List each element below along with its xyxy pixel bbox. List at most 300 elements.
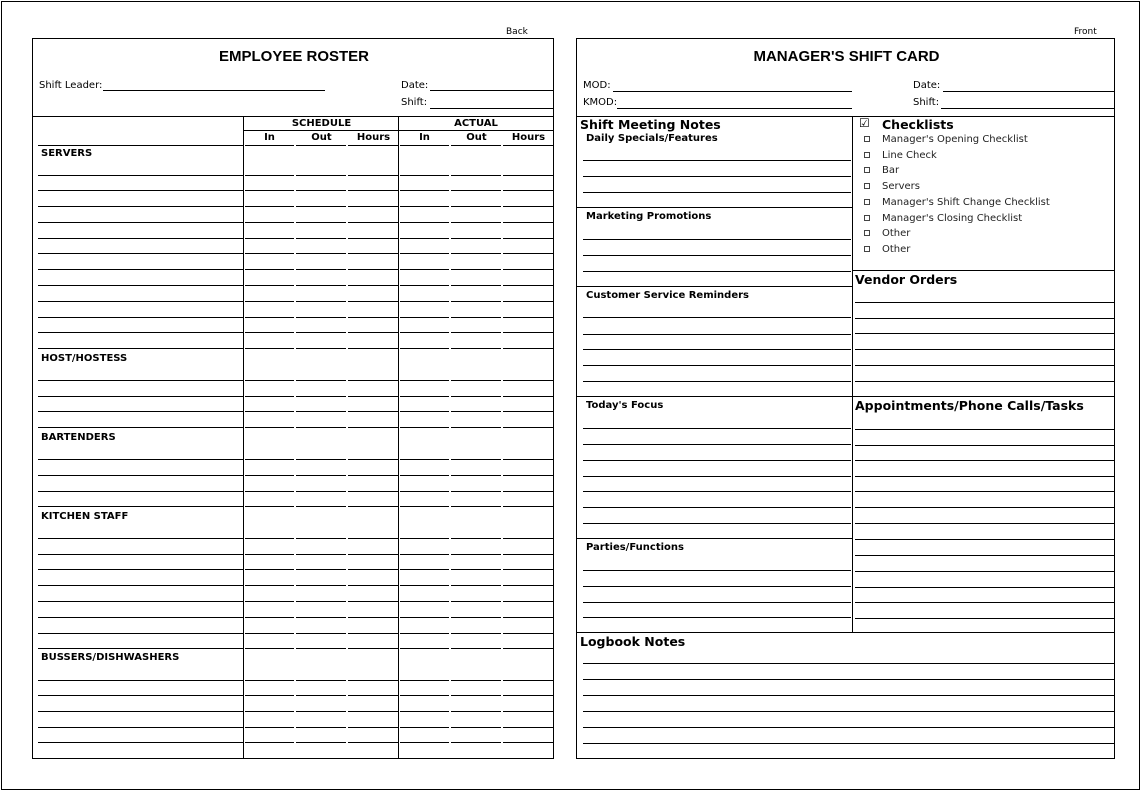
roster-time-line[interactable] bbox=[400, 190, 449, 191]
checkbox-icon[interactable] bbox=[864, 230, 870, 236]
roster-time-line[interactable] bbox=[348, 348, 398, 349]
roster-time-line[interactable] bbox=[245, 411, 294, 412]
roster-name-line[interactable] bbox=[38, 348, 243, 349]
checkbox-icon[interactable] bbox=[864, 136, 870, 142]
roster-time-line[interactable] bbox=[400, 145, 449, 146]
roster-time-line[interactable] bbox=[503, 742, 553, 743]
roster-time-line[interactable] bbox=[503, 175, 553, 176]
roster-time-line[interactable] bbox=[503, 711, 553, 712]
roster-time-line[interactable] bbox=[451, 601, 501, 602]
roster-time-line[interactable] bbox=[245, 633, 294, 634]
roster-time-line[interactable] bbox=[245, 727, 294, 728]
roster-name-line[interactable] bbox=[38, 238, 243, 239]
roster-name-line[interactable] bbox=[38, 475, 243, 476]
roster-time-line[interactable] bbox=[245, 427, 294, 428]
roster-time-line[interactable] bbox=[451, 317, 501, 318]
roster-time-line[interactable] bbox=[400, 380, 449, 381]
roster-time-line[interactable] bbox=[348, 222, 398, 223]
task-line[interactable] bbox=[855, 587, 1114, 588]
roster-time-line[interactable] bbox=[400, 491, 449, 492]
roster-time-line[interactable] bbox=[503, 269, 553, 270]
notes-line[interactable] bbox=[583, 617, 851, 618]
roster-time-line[interactable] bbox=[451, 269, 501, 270]
roster-time-line[interactable] bbox=[503, 538, 553, 539]
roster-time-line[interactable] bbox=[296, 190, 346, 191]
roster-time-line[interactable] bbox=[451, 711, 501, 712]
notes-section-divider[interactable] bbox=[577, 538, 852, 539]
roster-time-line[interactable] bbox=[245, 317, 294, 318]
task-line[interactable] bbox=[855, 491, 1114, 492]
roster-time-line[interactable] bbox=[451, 175, 501, 176]
logbook-line[interactable] bbox=[583, 743, 1114, 744]
roster-time-line[interactable] bbox=[451, 190, 501, 191]
roster-time-line[interactable] bbox=[451, 727, 501, 728]
roster-time-line[interactable] bbox=[245, 190, 294, 191]
notes-line[interactable] bbox=[583, 365, 851, 366]
roster-time-line[interactable] bbox=[348, 206, 398, 207]
roster-time-line[interactable] bbox=[245, 253, 294, 254]
roster-time-line[interactable] bbox=[348, 727, 398, 728]
roster-time-line[interactable] bbox=[451, 680, 501, 681]
roster-time-line[interactable] bbox=[503, 206, 553, 207]
roster-time-line[interactable] bbox=[348, 601, 398, 602]
roster-name-line[interactable] bbox=[38, 145, 243, 146]
roster-time-line[interactable] bbox=[245, 554, 294, 555]
notes-line[interactable] bbox=[583, 239, 851, 240]
roster-time-line[interactable] bbox=[348, 742, 398, 743]
roster-name-line[interactable] bbox=[38, 285, 243, 286]
notes-line[interactable] bbox=[583, 176, 851, 177]
roster-time-line[interactable] bbox=[503, 727, 553, 728]
roster-name-line[interactable] bbox=[38, 711, 243, 712]
roster-time-line[interactable] bbox=[296, 601, 346, 602]
roster-time-line[interactable] bbox=[400, 475, 449, 476]
roster-time-line[interactable] bbox=[245, 175, 294, 176]
roster-time-line[interactable] bbox=[296, 475, 346, 476]
roster-time-line[interactable] bbox=[451, 332, 501, 333]
roster-time-line[interactable] bbox=[451, 285, 501, 286]
notes-line[interactable] bbox=[583, 349, 851, 350]
roster-time-line[interactable] bbox=[400, 348, 449, 349]
roster-time-line[interactable] bbox=[245, 680, 294, 681]
roster-time-line[interactable] bbox=[503, 475, 553, 476]
roster-time-line[interactable] bbox=[348, 506, 398, 507]
roster-time-line[interactable] bbox=[296, 617, 346, 618]
notes-line[interactable] bbox=[583, 507, 851, 508]
roster-name-line[interactable] bbox=[38, 727, 243, 728]
roster-name-line[interactable] bbox=[38, 459, 243, 460]
roster-time-line[interactable] bbox=[245, 695, 294, 696]
shift-leader-field[interactable] bbox=[103, 90, 325, 91]
roster-time-line[interactable] bbox=[348, 680, 398, 681]
card-shift-field[interactable] bbox=[941, 108, 1114, 109]
roster-time-line[interactable] bbox=[400, 285, 449, 286]
roster-time-line[interactable] bbox=[348, 380, 398, 381]
roster-time-line[interactable] bbox=[400, 459, 449, 460]
roster-time-line[interactable] bbox=[296, 145, 346, 146]
roster-name-line[interactable] bbox=[38, 506, 243, 507]
roster-time-line[interactable] bbox=[296, 648, 346, 649]
roster-time-line[interactable] bbox=[400, 538, 449, 539]
roster-name-line[interactable] bbox=[38, 554, 243, 555]
roster-name-line[interactable] bbox=[38, 695, 243, 696]
notes-line[interactable] bbox=[583, 602, 851, 603]
roster-time-line[interactable] bbox=[503, 585, 553, 586]
roster-time-line[interactable] bbox=[296, 317, 346, 318]
task-line[interactable] bbox=[855, 523, 1114, 524]
task-line[interactable] bbox=[855, 333, 1114, 334]
roster-time-line[interactable] bbox=[296, 680, 346, 681]
roster-time-line[interactable] bbox=[296, 175, 346, 176]
roster-time-line[interactable] bbox=[451, 301, 501, 302]
notes-section-divider[interactable] bbox=[577, 396, 852, 397]
task-line[interactable] bbox=[855, 539, 1114, 540]
logbook-line[interactable] bbox=[583, 679, 1114, 680]
roster-time-line[interactable] bbox=[400, 269, 449, 270]
roster-time-line[interactable] bbox=[348, 569, 398, 570]
roster-time-line[interactable] bbox=[348, 585, 398, 586]
roster-time-line[interactable] bbox=[348, 238, 398, 239]
notes-line[interactable] bbox=[583, 381, 851, 382]
roster-time-line[interactable] bbox=[348, 491, 398, 492]
task-line[interactable] bbox=[855, 445, 1114, 446]
roster-time-line[interactable] bbox=[451, 491, 501, 492]
roster-name-line[interactable] bbox=[38, 175, 243, 176]
roster-time-line[interactable] bbox=[451, 411, 501, 412]
notes-line[interactable] bbox=[583, 491, 851, 492]
roster-time-line[interactable] bbox=[451, 506, 501, 507]
roster-time-line[interactable] bbox=[451, 569, 501, 570]
task-line[interactable] bbox=[855, 460, 1114, 461]
roster-time-line[interactable] bbox=[503, 285, 553, 286]
roster-time-line[interactable] bbox=[503, 301, 553, 302]
roster-time-line[interactable] bbox=[451, 222, 501, 223]
roster-time-line[interactable] bbox=[503, 648, 553, 649]
notes-line[interactable] bbox=[583, 586, 851, 587]
roster-time-line[interactable] bbox=[400, 175, 449, 176]
logbook-line[interactable] bbox=[583, 727, 1114, 728]
roster-time-line[interactable] bbox=[503, 411, 553, 412]
roster-time-line[interactable] bbox=[503, 427, 553, 428]
roster-time-line[interactable] bbox=[348, 285, 398, 286]
roster-time-line[interactable] bbox=[296, 253, 346, 254]
roster-time-line[interactable] bbox=[348, 332, 398, 333]
roster-time-line[interactable] bbox=[400, 301, 449, 302]
roster-time-line[interactable] bbox=[296, 742, 346, 743]
roster-time-line[interactable] bbox=[245, 569, 294, 570]
roster-name-line[interactable] bbox=[38, 569, 243, 570]
roster-time-line[interactable] bbox=[503, 145, 553, 146]
roster-name-line[interactable] bbox=[38, 411, 243, 412]
roster-time-line[interactable] bbox=[400, 411, 449, 412]
roster-name-line[interactable] bbox=[38, 585, 243, 586]
roster-time-line[interactable] bbox=[245, 711, 294, 712]
roster-time-line[interactable] bbox=[451, 396, 501, 397]
notes-line[interactable] bbox=[583, 317, 851, 318]
roster-time-line[interactable] bbox=[296, 633, 346, 634]
roster-time-line[interactable] bbox=[348, 411, 398, 412]
notes-section-divider[interactable] bbox=[577, 207, 852, 208]
notes-line[interactable] bbox=[583, 444, 851, 445]
roster-name-line[interactable] bbox=[38, 269, 243, 270]
roster-time-line[interactable] bbox=[348, 617, 398, 618]
roster-time-line[interactable] bbox=[400, 332, 449, 333]
mod-field[interactable] bbox=[613, 91, 852, 92]
checkbox-icon[interactable] bbox=[864, 199, 870, 205]
roster-time-line[interactable] bbox=[296, 711, 346, 712]
roster-time-line[interactable] bbox=[400, 695, 449, 696]
task-line[interactable] bbox=[855, 381, 1114, 382]
roster-name-line[interactable] bbox=[38, 601, 243, 602]
roster-time-line[interactable] bbox=[503, 554, 553, 555]
roster-time-line[interactable] bbox=[245, 206, 294, 207]
roster-time-line[interactable] bbox=[348, 538, 398, 539]
task-line[interactable] bbox=[855, 349, 1114, 350]
roster-time-line[interactable] bbox=[503, 317, 553, 318]
roster-time-line[interactable] bbox=[400, 680, 449, 681]
roster-time-line[interactable] bbox=[451, 380, 501, 381]
notes-section-divider[interactable] bbox=[577, 286, 852, 287]
roster-time-line[interactable] bbox=[451, 427, 501, 428]
roster-time-line[interactable] bbox=[451, 695, 501, 696]
roster-time-line[interactable] bbox=[400, 206, 449, 207]
roster-time-line[interactable] bbox=[451, 538, 501, 539]
roster-time-line[interactable] bbox=[348, 145, 398, 146]
roster-name-line[interactable] bbox=[38, 253, 243, 254]
roster-time-line[interactable] bbox=[451, 585, 501, 586]
roster-time-line[interactable] bbox=[245, 222, 294, 223]
roster-time-line[interactable] bbox=[400, 601, 449, 602]
roster-time-line[interactable] bbox=[400, 585, 449, 586]
notes-line[interactable] bbox=[583, 476, 851, 477]
roster-time-line[interactable] bbox=[348, 253, 398, 254]
roster-time-line[interactable] bbox=[400, 222, 449, 223]
roster-time-line[interactable] bbox=[503, 569, 553, 570]
roster-time-line[interactable] bbox=[245, 648, 294, 649]
logbook-line[interactable] bbox=[583, 695, 1114, 696]
notes-line[interactable] bbox=[583, 523, 851, 524]
roster-time-line[interactable] bbox=[451, 554, 501, 555]
roster-time-line[interactable] bbox=[296, 585, 346, 586]
roster-time-line[interactable] bbox=[296, 727, 346, 728]
roster-time-line[interactable] bbox=[503, 238, 553, 239]
roster-time-line[interactable] bbox=[348, 317, 398, 318]
roster-time-line[interactable] bbox=[503, 380, 553, 381]
checkbox-icon[interactable] bbox=[864, 167, 870, 173]
vendor-appointments-divider[interactable] bbox=[852, 396, 1114, 397]
roster-time-line[interactable] bbox=[348, 475, 398, 476]
roster-time-line[interactable] bbox=[348, 554, 398, 555]
roster-time-line[interactable] bbox=[348, 711, 398, 712]
logbook-line[interactable] bbox=[583, 663, 1114, 664]
roster-time-line[interactable] bbox=[296, 332, 346, 333]
task-line[interactable] bbox=[855, 302, 1114, 303]
roster-time-line[interactable] bbox=[503, 348, 553, 349]
roster-time-line[interactable] bbox=[296, 506, 346, 507]
checked-checkbox-icon[interactable]: ☑ bbox=[859, 116, 870, 130]
roster-time-line[interactable] bbox=[245, 475, 294, 476]
notes-line[interactable] bbox=[583, 334, 851, 335]
roster-time-line[interactable] bbox=[245, 396, 294, 397]
task-line[interactable] bbox=[855, 602, 1114, 603]
card-date-field[interactable] bbox=[943, 91, 1114, 92]
roster-name-line[interactable] bbox=[38, 396, 243, 397]
roster-name-line[interactable] bbox=[38, 380, 243, 381]
roster-time-line[interactable] bbox=[348, 459, 398, 460]
roster-time-line[interactable] bbox=[451, 253, 501, 254]
roster-time-line[interactable] bbox=[451, 348, 501, 349]
roster-date-field[interactable] bbox=[430, 90, 553, 91]
roster-time-line[interactable] bbox=[400, 633, 449, 634]
roster-time-line[interactable] bbox=[503, 617, 553, 618]
roster-shift-field[interactable] bbox=[430, 108, 553, 109]
roster-time-line[interactable] bbox=[296, 269, 346, 270]
roster-time-line[interactable] bbox=[296, 538, 346, 539]
roster-name-line[interactable] bbox=[38, 206, 243, 207]
roster-time-line[interactable] bbox=[245, 269, 294, 270]
roster-time-line[interactable] bbox=[503, 332, 553, 333]
roster-name-line[interactable] bbox=[38, 301, 243, 302]
roster-time-line[interactable] bbox=[400, 396, 449, 397]
roster-time-line[interactable] bbox=[245, 617, 294, 618]
checkbox-icon[interactable] bbox=[864, 183, 870, 189]
roster-time-line[interactable] bbox=[348, 633, 398, 634]
roster-time-line[interactable] bbox=[296, 301, 346, 302]
roster-time-line[interactable] bbox=[503, 253, 553, 254]
task-line[interactable] bbox=[855, 507, 1114, 508]
roster-name-line[interactable] bbox=[38, 742, 243, 743]
roster-time-line[interactable] bbox=[245, 145, 294, 146]
roster-time-line[interactable] bbox=[503, 190, 553, 191]
roster-time-line[interactable] bbox=[400, 648, 449, 649]
task-line[interactable] bbox=[855, 318, 1114, 319]
roster-time-line[interactable] bbox=[400, 742, 449, 743]
logbook-line[interactable] bbox=[583, 711, 1114, 712]
roster-time-line[interactable] bbox=[245, 348, 294, 349]
roster-time-line[interactable] bbox=[296, 222, 346, 223]
roster-time-line[interactable] bbox=[296, 695, 346, 696]
roster-time-line[interactable] bbox=[296, 396, 346, 397]
roster-time-line[interactable] bbox=[245, 601, 294, 602]
roster-time-line[interactable] bbox=[296, 459, 346, 460]
kmod-field[interactable] bbox=[617, 108, 852, 109]
roster-time-line[interactable] bbox=[503, 680, 553, 681]
roster-time-line[interactable] bbox=[451, 475, 501, 476]
roster-time-line[interactable] bbox=[296, 206, 346, 207]
notes-line[interactable] bbox=[583, 570, 851, 571]
roster-time-line[interactable] bbox=[400, 711, 449, 712]
notes-line[interactable] bbox=[583, 271, 851, 272]
roster-time-line[interactable] bbox=[245, 538, 294, 539]
roster-time-line[interactable] bbox=[503, 633, 553, 634]
roster-time-line[interactable] bbox=[296, 427, 346, 428]
roster-name-line[interactable] bbox=[38, 190, 243, 191]
roster-time-line[interactable] bbox=[348, 301, 398, 302]
checkbox-icon[interactable] bbox=[864, 246, 870, 252]
roster-time-line[interactable] bbox=[245, 491, 294, 492]
roster-time-line[interactable] bbox=[503, 601, 553, 602]
roster-time-line[interactable] bbox=[451, 238, 501, 239]
task-line[interactable] bbox=[855, 429, 1114, 430]
notes-line[interactable] bbox=[583, 192, 851, 193]
roster-time-line[interactable] bbox=[245, 332, 294, 333]
roster-name-line[interactable] bbox=[38, 332, 243, 333]
roster-time-line[interactable] bbox=[400, 238, 449, 239]
roster-time-line[interactable] bbox=[451, 617, 501, 618]
roster-time-line[interactable] bbox=[348, 396, 398, 397]
notes-line[interactable] bbox=[583, 460, 851, 461]
roster-name-line[interactable] bbox=[38, 538, 243, 539]
roster-time-line[interactable] bbox=[296, 491, 346, 492]
roster-time-line[interactable] bbox=[503, 695, 553, 696]
task-line[interactable] bbox=[855, 365, 1114, 366]
roster-time-line[interactable] bbox=[348, 190, 398, 191]
task-line[interactable] bbox=[855, 555, 1114, 556]
roster-time-line[interactable] bbox=[451, 648, 501, 649]
roster-time-line[interactable] bbox=[296, 348, 346, 349]
roster-time-line[interactable] bbox=[296, 411, 346, 412]
roster-time-line[interactable] bbox=[503, 222, 553, 223]
roster-time-line[interactable] bbox=[400, 554, 449, 555]
roster-time-line[interactable] bbox=[348, 427, 398, 428]
roster-time-line[interactable] bbox=[245, 238, 294, 239]
roster-time-line[interactable] bbox=[503, 459, 553, 460]
roster-time-line[interactable] bbox=[400, 506, 449, 507]
task-line[interactable] bbox=[855, 476, 1114, 477]
roster-name-line[interactable] bbox=[38, 633, 243, 634]
roster-time-line[interactable] bbox=[245, 585, 294, 586]
checkbox-icon[interactable] bbox=[864, 152, 870, 158]
roster-name-line[interactable] bbox=[38, 317, 243, 318]
roster-time-line[interactable] bbox=[503, 506, 553, 507]
roster-time-line[interactable] bbox=[451, 633, 501, 634]
roster-time-line[interactable] bbox=[451, 206, 501, 207]
roster-name-line[interactable] bbox=[38, 617, 243, 618]
checkbox-icon[interactable] bbox=[864, 215, 870, 221]
task-line[interactable] bbox=[855, 618, 1114, 619]
roster-time-line[interactable] bbox=[451, 145, 501, 146]
roster-name-line[interactable] bbox=[38, 222, 243, 223]
roster-time-line[interactable] bbox=[400, 427, 449, 428]
roster-time-line[interactable] bbox=[296, 554, 346, 555]
task-line[interactable] bbox=[855, 571, 1114, 572]
roster-time-line[interactable] bbox=[400, 617, 449, 618]
notes-line[interactable] bbox=[583, 160, 851, 161]
roster-time-line[interactable] bbox=[348, 175, 398, 176]
roster-time-line[interactable] bbox=[503, 396, 553, 397]
roster-time-line[interactable] bbox=[348, 695, 398, 696]
roster-time-line[interactable] bbox=[400, 569, 449, 570]
roster-time-line[interactable] bbox=[296, 238, 346, 239]
roster-name-line[interactable] bbox=[38, 648, 243, 649]
roster-time-line[interactable] bbox=[245, 742, 294, 743]
roster-name-line[interactable] bbox=[38, 427, 243, 428]
roster-time-line[interactable] bbox=[296, 380, 346, 381]
roster-time-line[interactable] bbox=[348, 269, 398, 270]
roster-time-line[interactable] bbox=[245, 506, 294, 507]
roster-time-line[interactable] bbox=[296, 569, 346, 570]
roster-time-line[interactable] bbox=[503, 491, 553, 492]
roster-time-line[interactable] bbox=[296, 285, 346, 286]
notes-line[interactable] bbox=[583, 428, 851, 429]
roster-time-line[interactable] bbox=[400, 253, 449, 254]
roster-time-line[interactable] bbox=[245, 301, 294, 302]
notes-line[interactable] bbox=[583, 255, 851, 256]
roster-time-line[interactable] bbox=[245, 459, 294, 460]
roster-time-line[interactable] bbox=[451, 742, 501, 743]
roster-name-line[interactable] bbox=[38, 680, 243, 681]
roster-time-line[interactable] bbox=[348, 648, 398, 649]
